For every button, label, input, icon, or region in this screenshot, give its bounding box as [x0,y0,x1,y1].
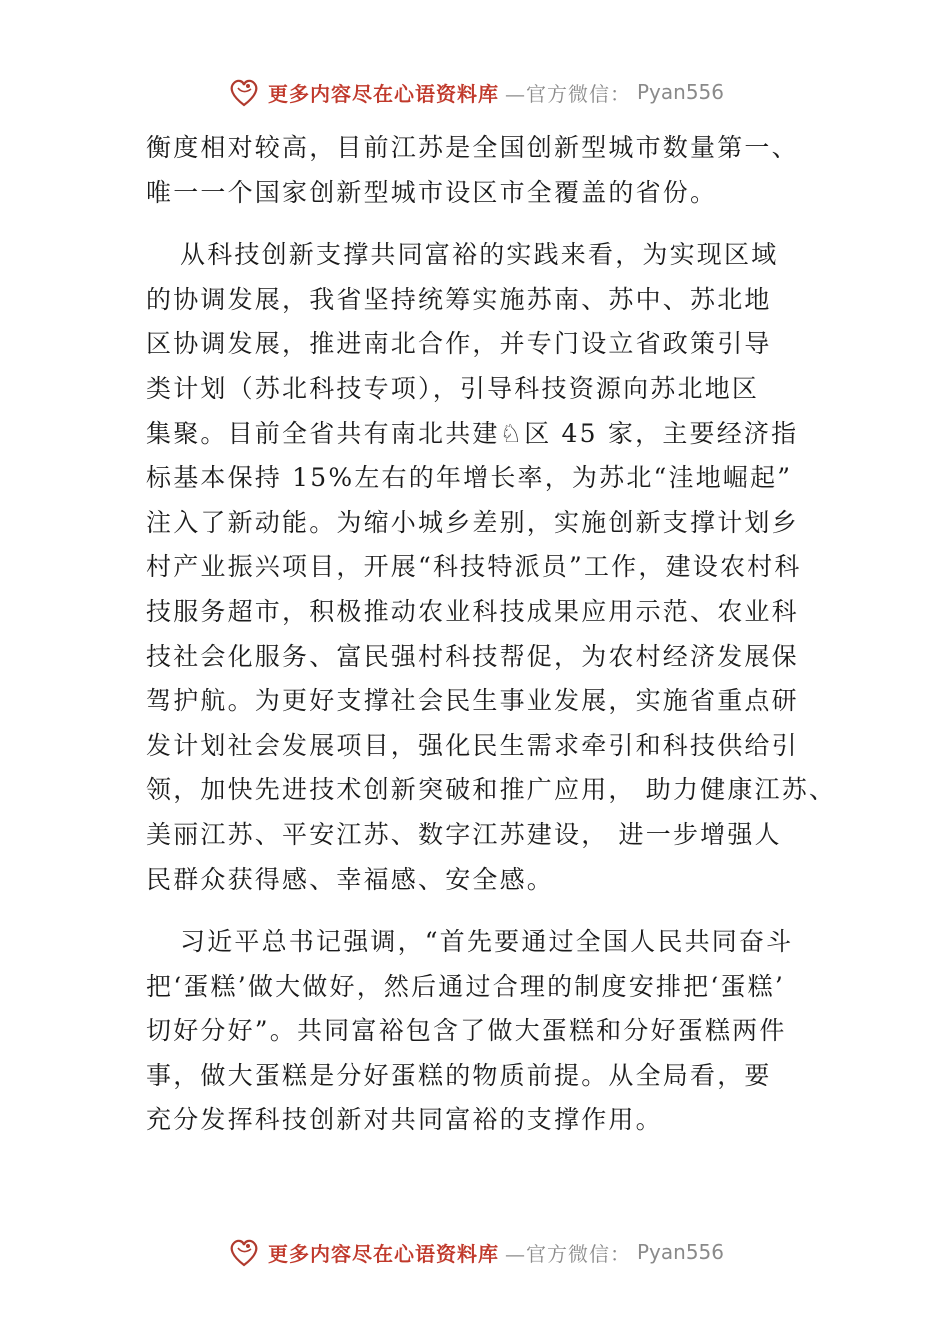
watermark-brand-text: 更多内容尽在心语资料库 [267,81,499,106]
watermark-wechat-label: —官方微信： [504,1241,631,1266]
text-line: 的协调发展，我省坚持统筹实施苏南、苏中、苏北地 [146,284,772,314]
paragraph-1 [146,126,836,215]
text-line: 技服务超市，积极推动农业科技成果应用示范、农业科 [146,596,799,626]
watermark-wechat-id: Pyan556 [636,80,724,104]
paragraph-2 [146,233,836,902]
text-line: 美丽江苏、平安江苏、数字江苏建设， 进一步增强人 [146,819,782,849]
text-line: 注入了新动能。为缩小城乡差别，实施创新支撑计划乡 [146,507,799,537]
text-line: 技社会化服务、富民强村科技帮促，为农村经济发展保 [146,641,799,671]
text-line: 区协调发展，推进南北合作，并专门设立省政策引导 [146,329,772,359]
text-line: 领，加快先进技术创新突破和推广应用， 助力健康江苏、 [146,775,837,805]
document-body [146,126,836,1143]
text-line: 把‘蛋糕’做大做好，然后通过合理的制度安排把‘蛋糕’ [146,971,785,1001]
text-line: 集聚。目前全省共有南北共建♘区 45 家，主要经济指 [146,418,799,448]
watermark-wechat-id: Pyan556 [636,1240,724,1264]
text-line: 驾护航。为更好支撑社会民生事业发展，实施省重点研 [146,686,799,716]
footer-watermark [0,1232,950,1272]
header-watermark [0,72,950,112]
text-line: 从科技创新支撑共同富裕的实践来看，为实现区域 [180,240,779,270]
watermark-brand-text: 更多内容尽在心语资料库 [267,1241,499,1266]
text-line: 发计划社会发展项目，强化民生需求牵引和科技供给引 [146,730,799,760]
heart-logo-icon [226,74,262,110]
text-line: 标基本保持 15%左右的年增长率，为苏北“洼地崛起” [146,463,793,493]
text-line: 村产业振兴项目，开展“科技特派员”工作，建设农村科 [146,552,802,582]
text-line: 充分发挥科技创新对共同富裕的支撑作用。 [146,1105,663,1135]
text-line: 切好分好”。共同富裕包含了做大蛋糕和分好蛋糕两件 [146,1016,787,1046]
text-line: 唯一一个国家创新型城市设区市全覆盖的省份。 [146,177,718,207]
heart-logo-icon [226,1234,262,1270]
text-line: 民群众获得感、幸福感、安全感。 [146,864,555,894]
text-line: 类计划（苏北科技专项），引导科技资源向苏北地区 [146,373,760,403]
text-line: 衡度相对较高，目前江苏是全国创新型城市数量第一、 [146,133,799,162]
text-line: 事，做大蛋糕是分好蛋糕的物质前提。从全局看，要 [146,1060,772,1090]
watermark-wechat-label: —官方微信： [504,81,631,106]
text-line: 习近平总书记强调，“首先要通过全国人民共同奋斗 [180,927,794,957]
paragraph-3 [146,920,836,1143]
